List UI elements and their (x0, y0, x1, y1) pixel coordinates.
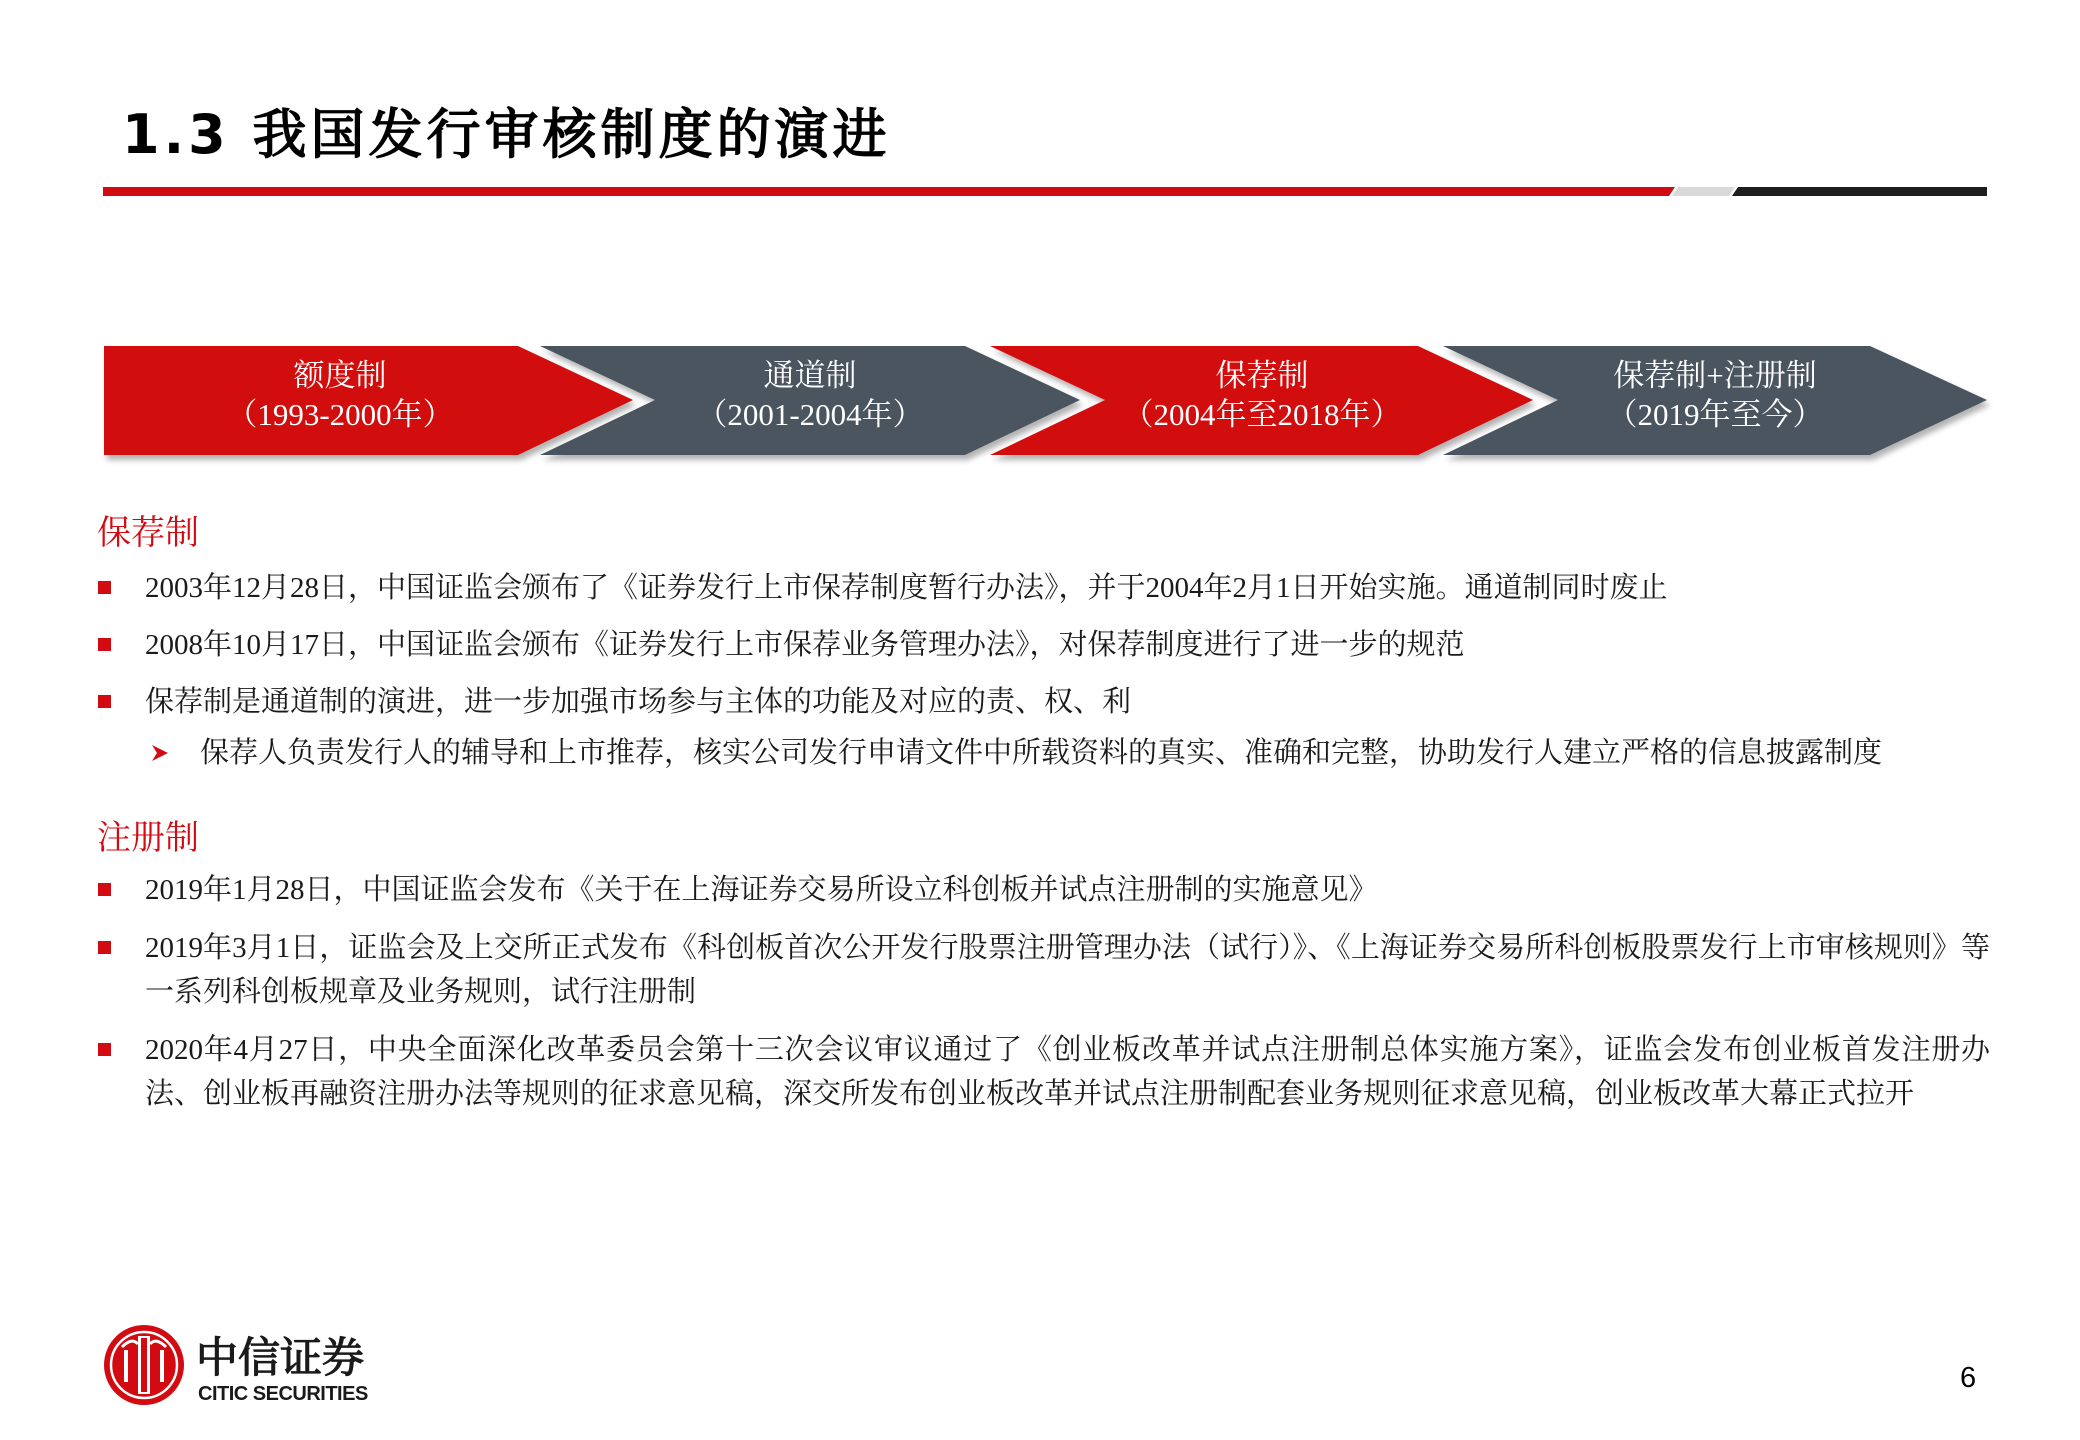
step-period: （2004年至2018年） (1122, 397, 1402, 432)
step-period: （1993-2000年） (226, 397, 454, 432)
step-period: （2019年至今） (1606, 397, 1824, 432)
timeline-step-1 (130, 356, 550, 434)
bullet-icon (98, 883, 111, 896)
step-name: 保荐制 (1215, 358, 1309, 393)
timeline-step-2 (600, 356, 1020, 434)
bullet-icon (98, 638, 111, 651)
svg-text:中信证券: 中信证券 (196, 1333, 365, 1382)
timeline-step-3 (1052, 356, 1472, 434)
list-item: 2019年3月1日，证监会及上交所正式发布《科创板首次公开发行股票注册管理办法（试行）》、《上海证券交易所科创板股票发行上市审核规则》等一系列科创板规章及业务规则，试行注册制 (145, 926, 1990, 1014)
bullet-icon (98, 1043, 111, 1056)
sub-list-item: 保荐人负责发行人的辅导和上市推荐，核实公司发行申请文件中所载资料的真实、准确和完整，协助发行人建立严格的信息披露制度 (200, 731, 1990, 775)
list-item: 2008年10月17日，中国证监会颁布《证券发行上市保荐业务管理办法》，对保荐制度进行了进一步的规范 (145, 623, 1990, 667)
arrow-bullet-icon (150, 743, 170, 763)
step-name: 额度制 (293, 358, 387, 393)
step-name: 通道制 (763, 358, 857, 393)
bullet-icon (98, 695, 111, 708)
list-item: 2020年4月27日，中央全面深化改革委员会第十三次会议审议通过了《创业板改革并试点注册制总体实施方案》，证监会发布创业板首发注册办法、创业板再融资注册办法等规则的征求意见稿，深交所发布创业板改革并试点注册制配套业务规则征求意见稿，创业板改革大幕正式拉开 (145, 1028, 1990, 1116)
list-item: 2003年12月28日，中国证监会颁布了《证券发行上市保荐制度暂行办法》，并于2004年2月1日开始实施。通道制同时废止 (145, 566, 1990, 610)
timeline-step-4 (1505, 356, 1925, 434)
page-title: 1.3 我国发行审核制度的演进 (122, 103, 891, 166)
bullet-icon (98, 581, 111, 594)
list-item: 保荐制是通道制的演进，进一步加强市场参与主体的功能及对应的责、权、利 (145, 680, 1990, 724)
citic-logo (102, 1322, 402, 1413)
page-number: 6 (1960, 1362, 1977, 1394)
step-period: （2001-2004年） (696, 397, 924, 432)
svg-text:CITIC SECURITIES: CITIC SECURITIES (198, 1383, 368, 1405)
step-name: 保荐制+注册制 (1613, 358, 1817, 393)
section-heading-sponsor: 保荐制 (97, 515, 199, 552)
list-item: 2019年1月28日，中国证监会发布《关于在上海证券交易所设立科创板并试点注册制的实施意见》 (145, 868, 1990, 912)
citic-emblem-icon (102, 1322, 402, 1408)
section-heading-registration: 注册制 (97, 820, 199, 857)
bullet-icon (98, 941, 111, 954)
